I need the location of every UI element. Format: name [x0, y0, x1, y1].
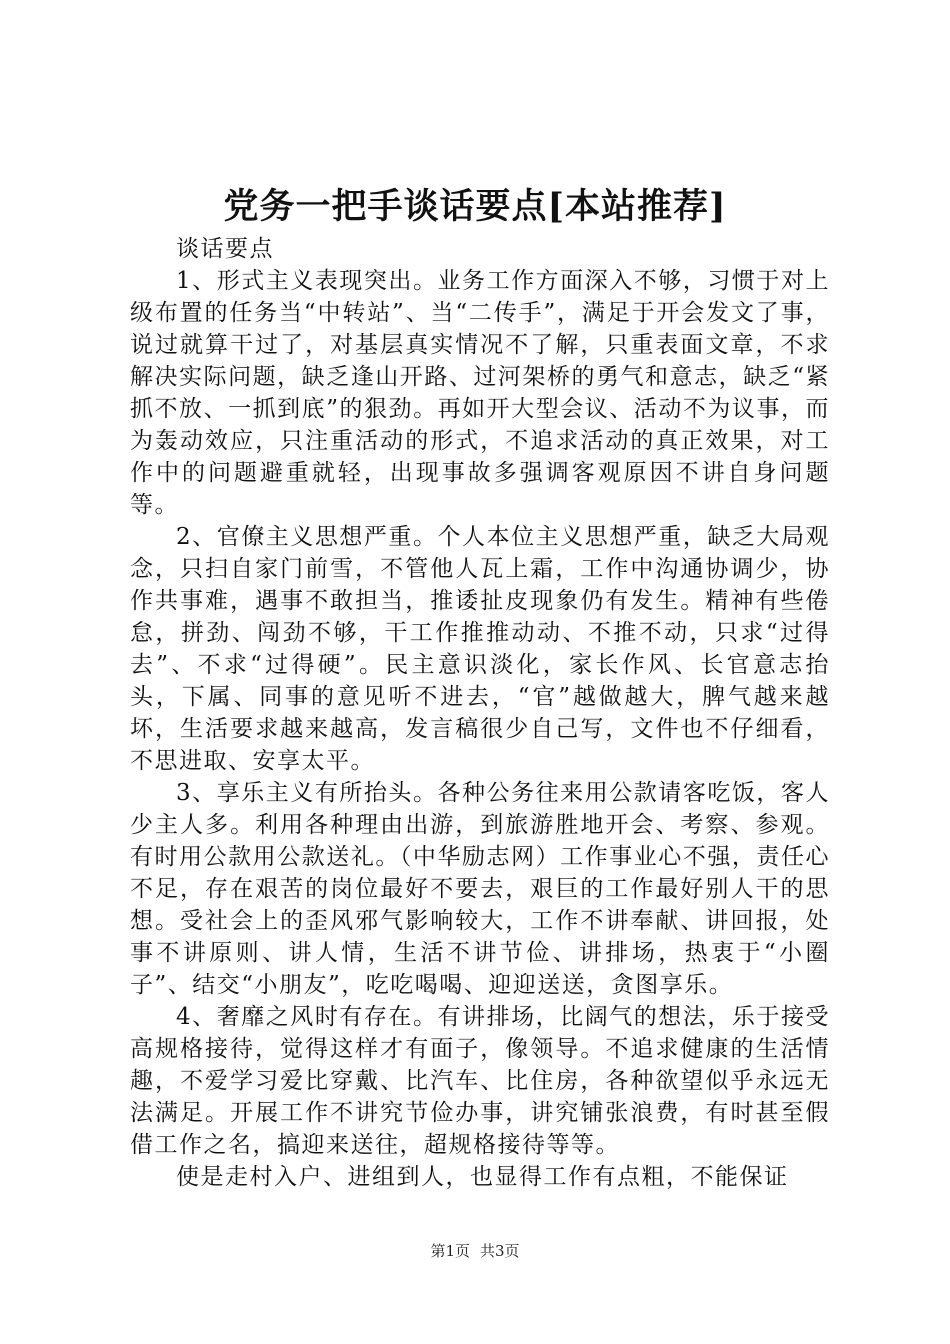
paragraph-5: 使是走村入户、进组到人，也显得工作有点粗，不能保证: [176, 1164, 789, 1190]
paragraph-1: 1、形式主义表现突出。业务工作方面深入不够，习惯于对上级布置的任务当“中转站”、当“二传手”，满足于开会发文了事，说过就算干过了，对基层真实情况不了解，只重表面文章，不求解决实际问题，缺乏逢山开路、过河架桥的勇气和意志，缺乏“紧抓不放、一抓到底”的狠劲。再如开大型会议、活动不为议事，而为轰动效应，只注重活动的形式，不追求活动的真正效果，对工作中的问题避重就轻，出现事故多强调客观原因不讲自身问题等。: [130, 268, 830, 518]
page-total: 共3页: [480, 1242, 520, 1260]
section-heading: 谈话要点: [176, 236, 274, 262]
document-body: [130, 233, 830, 1193]
paragraph-2: 2、官僚主义思想严重。个人本位主义思想严重，缺乏大局观念，只扫自家门前雪，不管他人瓦上霜，工作中沟通协调少，协作共事难，遇事不敢担当，推诿扯皮现象仍有发生。精神有些倦怠，拼劲、闯劲不够，干工作推推动动、不推不动，只求“过得去”、不求“过得硬”。民主意识淡化，家长作风、长官意志抬头，下属、同事的意见听不进去，“官”越做越大，脾气越来越坏，生活要求越来越高，发言稿很少自己写，文件也不仔细看，不思进取、安享太平。: [130, 524, 830, 774]
page-footer: [0, 1241, 950, 1261]
page-number: 第1页: [430, 1242, 470, 1260]
paragraph-4: 4、奢靡之风时有存在。有讲排场，比阔气的想法，乐于接受高规格接待，觉得这样才有面子，像领导。不追求健康的生活情趣，不爱学习爱比穿戴、比汽车、比住房，各种欲望似乎永远无法满足。开展工作不讲究节俭办事，讲究铺张浪费，有时甚至假借工作之名，搞迎来送往，超规格接待等等。: [130, 1004, 830, 1158]
paragraph-3: 3、享乐主义有所抬头。各种公务往来用公款请客吃饭，客人少主人多。利用各种理由出游，到旅游胜地开会、考察、参观。有时用公款用公款送礼。（中华励志网）工作事业心不强，责任心不足，存在艰苦的岗位最好不要去，艰巨的工作最好别人干的思想。受社会上的歪风邪气影响较大，工作不讲奉献、讲回报，处事不讲原则、讲人情，生活不讲节俭、讲排场，热衷于“小圈子”、结交“小朋友”，吃吃喝喝、迎迎送送，贪图享乐。: [130, 780, 830, 998]
document-title: 党务一把手谈话要点[本站推荐]: [223, 186, 727, 227]
